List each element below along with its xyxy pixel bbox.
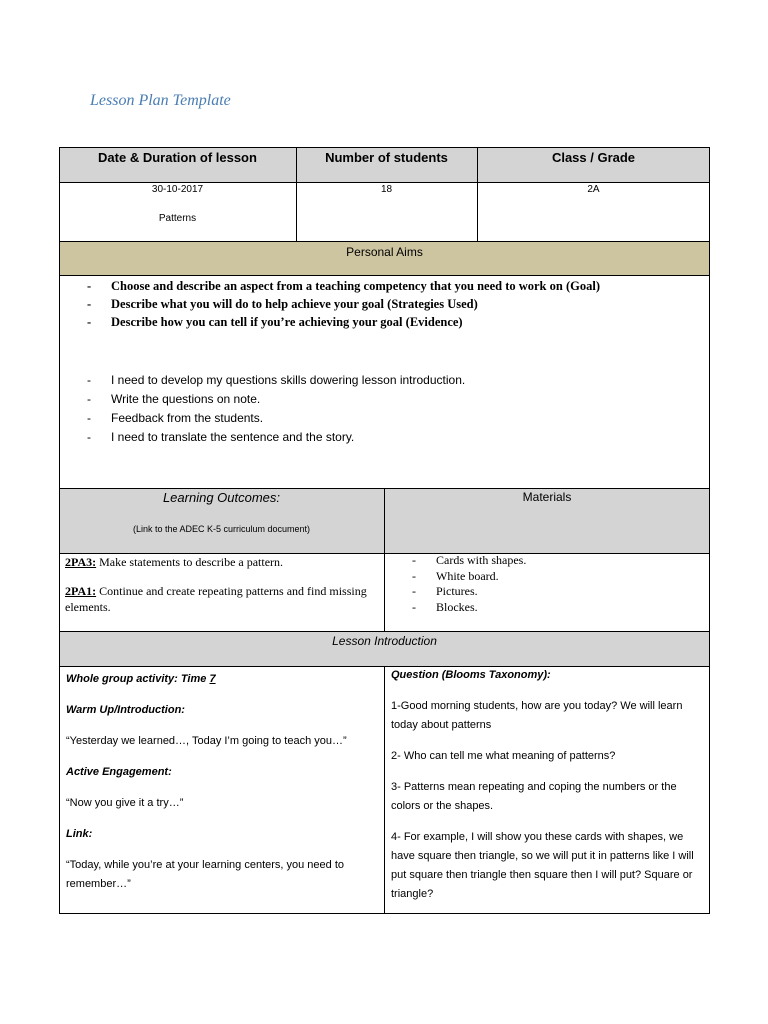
answer-1: - I need to develop my questions skills dowering lesson introduction. [85, 371, 705, 390]
materials-list [410, 553, 700, 615]
student-count: 18 [380, 184, 393, 195]
materials-title: Materials [522, 490, 572, 504]
question-label: Question (Blooms Taxonomy): [391, 669, 551, 681]
personal-aims-prompts [85, 277, 705, 331]
outcome-2pa1-text: Continue and create repeating patterns and find missing elements. [65, 584, 367, 614]
warmup-text: “Yesterday we learned…, Today I’m going to teach you…” [66, 735, 347, 747]
learning-outcomes-title: Learning Outcomes: [162, 490, 281, 505]
material-3: - Pictures. [410, 584, 700, 600]
question-4: 4- For example, I will show you these cards with shapes, we have square then triangle, so we will put it in patterns like I will put square then triangle then square then I will put? Square or triangle? [391, 831, 694, 900]
whole-group-time: 7 [209, 673, 216, 685]
outcome-2pa3 [65, 554, 380, 570]
question-3: 3- Patterns mean repeating and coping the numbers or the colors or the shapes. [391, 781, 677, 812]
intro-right-column [391, 666, 703, 916]
prompt-goal: - Choose and describe an aspect from a teaching competency that you need to work on (Goal) [85, 277, 705, 295]
personal-aims-title: Personal Aims [346, 245, 423, 259]
question-1: 1-Good morning students, how are you today? We will learn today about patterns [391, 700, 683, 731]
whole-group-activity [66, 670, 378, 689]
material-4: - Blockes. [410, 600, 700, 616]
outcome-2pa1 [65, 583, 380, 615]
lesson-date: 30-10-2017 [151, 184, 204, 195]
header-number-of-students: Number of students [325, 150, 448, 165]
prompt-strategies: - Describe what you will do to help achieve your goal (Strategies Used) [85, 295, 705, 313]
class-grade-value: 2A [587, 184, 600, 195]
engagement-text: “Now you give it a try…” [66, 797, 184, 809]
outcome-2pa1-code: 2PA1: [65, 584, 97, 598]
outcome-2pa3-text: Make statements to describe a pattern. [96, 555, 284, 569]
material-2: - White board. [410, 569, 700, 585]
answer-2: - Write the questions on note. [85, 390, 705, 409]
link-text: “Today, while you’re at your learning centers, you need to remember…” [66, 859, 345, 890]
document-title: Lesson Plan Template [90, 92, 231, 109]
answer-3: - Feedback from the students. [85, 409, 705, 428]
personal-aims-answers [85, 371, 705, 447]
learning-outcomes-subtitle: (Link to the ADEC K-5 curriculum document) [132, 524, 311, 534]
answer-4: - I need to translate the sentence and the story. [85, 428, 705, 447]
intro-left-column [66, 670, 378, 906]
lesson-topic: Patterns [158, 213, 197, 224]
header-class-grade: Class / Grade [551, 150, 636, 165]
warmup-label: Warm Up/Introduction: [66, 704, 185, 716]
link-label: Link: [66, 828, 93, 840]
header-date-duration: Date & Duration of lesson [98, 150, 257, 165]
outcome-2pa3-code: 2PA3: [65, 555, 97, 569]
material-1: - Cards with shapes. [410, 553, 700, 569]
lesson-intro-title: Lesson Introduction [332, 634, 437, 648]
question-2: 2- Who can tell me what meaning of patterns? [391, 750, 616, 762]
engagement-label: Active Engagement: [66, 766, 172, 778]
prompt-evidence: - Describe how you can tell if you’re achieving your goal (Evidence) [85, 313, 705, 331]
whole-group-label: Whole group activity: Time [66, 673, 210, 685]
